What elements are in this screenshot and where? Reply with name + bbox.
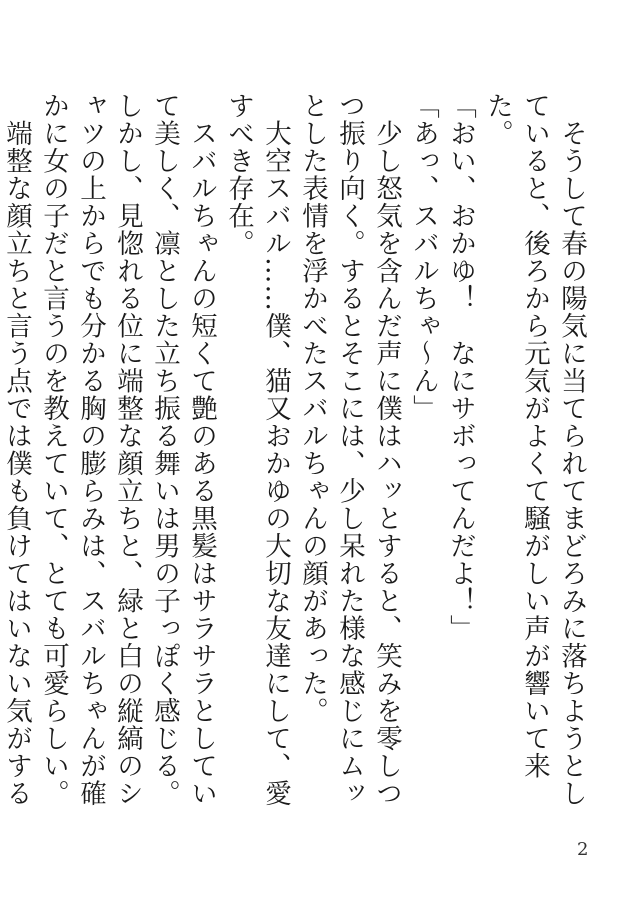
paragraph: スバルちゃんの短くて艶のある黒髪はサラサラとしていて美しく、凛とした立ち振る舞いは男の子っぽく感じる。しかし、見惚れる位に端整な顔立ちと、緑と白の縦縞のシャツの上からでも分かる胸の膨らみは、スバルちゃんが確かに女の子だと言うのを教えていて、とても可愛らしい。 (38, 92, 217, 807)
paragraph: 端整な顔立ちと言う点では僕も負けてはいない気がする (1, 119, 32, 807)
paragraph: そうして春の陽気に当てられてまどろみに落ちようとしていると、後ろから元気がよくて騒がしい声が響いて来た。 (482, 92, 587, 807)
dialogue-line: 「おい、おかゆ！ なにサボってんだよ！」 (445, 92, 476, 642)
paragraph: 少し怒気を含んだ声に僕はハッとすると、笑みを零しつつ振り向く。するとそこには、少し呆れた様な感じにムッとした表情を浮かべたスバルちゃんの顔があった。 (297, 92, 402, 807)
vertical-text-body (0, 92, 590, 832)
dialogue-line: 「あっ、スバルちゃ～ん」 (408, 92, 439, 422)
page-number: 2 (577, 839, 589, 860)
paragraph: 大空スバル……僕、猫又おかゆの大切な友達にして、愛すべき存在。 (223, 92, 291, 807)
